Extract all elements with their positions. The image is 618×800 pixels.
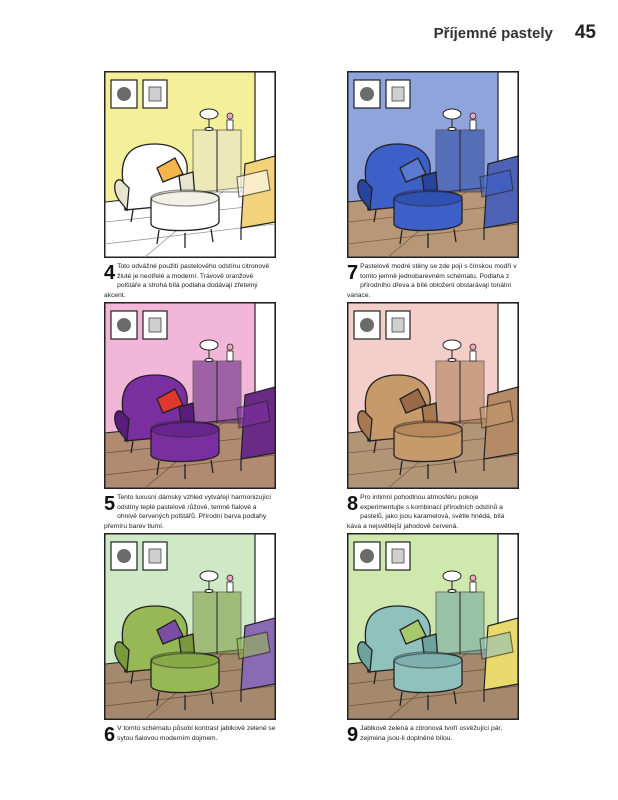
picture-left-art	[360, 318, 374, 332]
picture-right-art	[392, 87, 404, 101]
caption	[347, 262, 519, 300]
caption-number: 7	[347, 262, 359, 284]
caption-number: 4	[104, 262, 116, 284]
picture-right-art	[149, 87, 161, 101]
caption-number: 8	[347, 493, 359, 515]
illustration-panel-9	[347, 533, 519, 744]
cabinet	[436, 592, 484, 654]
cabinet	[436, 130, 484, 192]
room-svg	[105, 303, 275, 488]
vase-flowers	[470, 575, 476, 592]
illustration-panel-7	[347, 71, 519, 300]
vase-flowers	[470, 113, 476, 130]
vase-flowers	[227, 113, 233, 130]
picture-right-art	[392, 318, 404, 332]
caption	[104, 262, 276, 300]
caption	[347, 493, 519, 531]
picture-right-art	[392, 549, 404, 563]
caption-text: V tomto schématu působí kontrast jablkově zelené se sytou fialovou moderním dojmem.	[117, 725, 276, 742]
caption-number: 9	[347, 724, 359, 746]
vase-flowers	[470, 344, 476, 361]
caption-number: 6	[104, 724, 116, 746]
illustration-panel-5	[104, 302, 276, 531]
page-number: 45	[574, 22, 596, 43]
illustration-frame	[104, 533, 276, 720]
picture-right-art	[149, 549, 161, 563]
illustration-frame	[347, 533, 519, 720]
page-header	[434, 22, 596, 44]
room-svg	[105, 534, 275, 719]
caption	[104, 493, 276, 531]
illustration-frame	[104, 302, 276, 489]
vase-flowers	[227, 575, 233, 592]
illustration-frame	[104, 71, 276, 258]
caption-text: Pastelově modré stěny se zde pojí s čínskou modří v tomto jemně jednobarevném schématu. Podlaha z přírodního dřeva a bílé obložení obstarávají tonální variace.	[347, 263, 517, 299]
picture-right-art	[149, 318, 161, 332]
picture-left-art	[117, 318, 131, 332]
caption	[347, 724, 519, 746]
illustration-frame	[347, 71, 519, 258]
picture-left-art	[117, 549, 131, 563]
cabinet	[193, 130, 241, 192]
section-title: Příjemné pastely	[433, 25, 553, 42]
caption-text: Toto odvážné použití pastelového odstínu citronově žluté je neotřelé a moderní. Trávově oranžové polštáře a strohá bílá podlaha dodávají zřetelný akcent.	[104, 263, 270, 299]
caption-number: 5	[104, 493, 116, 515]
room-svg	[348, 534, 518, 719]
room-svg	[348, 303, 518, 488]
cabinet	[436, 361, 484, 423]
caption-text: Tento luxusní dámský vzhled vytvářejí harmonizující odstíny teplé pastelově růžové, temně fialové a ohnivě červených polštářů. Přírodní barva podlahy přemíru barev tlumí.	[104, 494, 272, 530]
cabinet	[193, 361, 241, 423]
cabinet	[193, 592, 241, 654]
vase-flowers	[227, 344, 233, 361]
picture-left-art	[360, 87, 374, 101]
illustration-panel-4	[104, 71, 276, 300]
illustration-panel-8	[347, 302, 519, 531]
illustration-panel-6	[104, 533, 276, 744]
caption-text: Pro intimní pohodlnou atmosféru pokoje experimentujte s kombinací přírodních odstínů a pastelů, jako jsou karamelová, světle hnědá, bílá káva a nejsvětlejší jahodově červená.	[347, 494, 505, 530]
room-svg	[105, 72, 275, 257]
room-svg	[348, 72, 518, 257]
caption-text: Jablkově zelená a citronová tvoří osvěžující pár, zejména jsou-li doplněné bílou.	[360, 725, 503, 742]
illustration-frame	[347, 302, 519, 489]
picture-left-art	[360, 549, 374, 563]
picture-left-art	[117, 87, 131, 101]
caption	[104, 724, 276, 746]
